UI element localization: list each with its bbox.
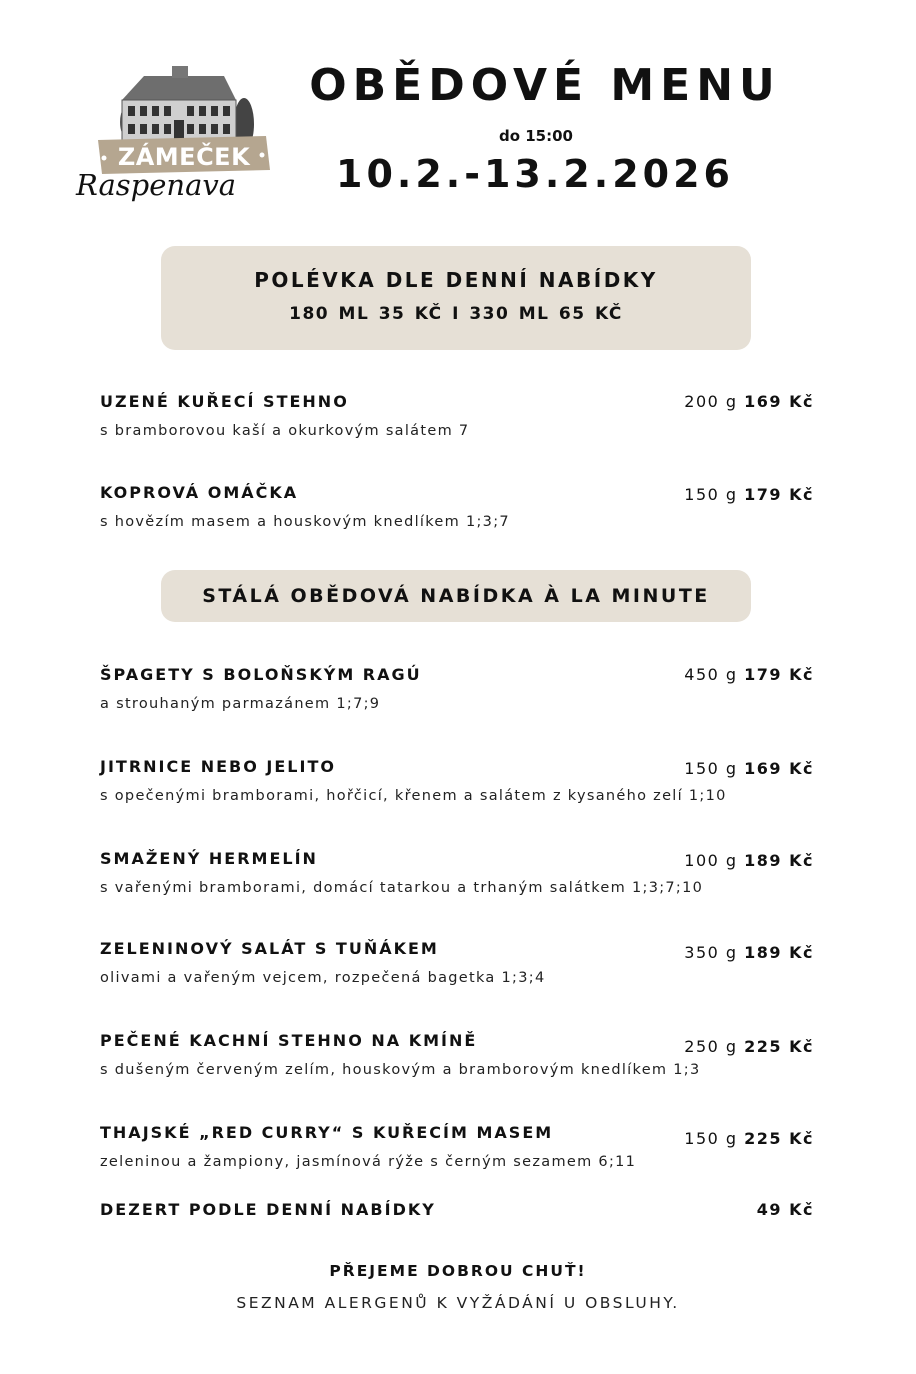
logo-script-text: Raspenava — [76, 168, 237, 202]
soup-section — [161, 246, 751, 350]
item-weight: 150 g — [684, 759, 738, 778]
item-price — [684, 943, 814, 962]
menu-item — [100, 392, 814, 452]
item-price — [757, 1200, 814, 1219]
item-price-value: 189 Kč — [744, 943, 814, 962]
alacarte-title: STÁLÁ OBĚDOVÁ NABÍDKA À LA MINUTE — [202, 585, 710, 607]
item-weight: 150 g — [684, 485, 738, 504]
item-weight: 250 g — [684, 1037, 738, 1056]
item-weight: 150 g — [684, 1129, 738, 1148]
item-price — [684, 1037, 814, 1056]
item-description: olivami a vařeným vejcem, rozpečená bagetka 1;3;4 — [100, 970, 546, 986]
serving-time: do 15:00 — [498, 127, 573, 145]
alacarte-section-header — [161, 570, 751, 622]
item-price — [684, 485, 814, 504]
item-price-value: 49 Kč — [756, 1200, 814, 1219]
restaurant-logo — [74, 62, 274, 212]
item-price — [684, 392, 814, 411]
item-price-value: 225 Kč — [744, 1129, 814, 1148]
item-price — [684, 665, 814, 684]
item-description: s opečenými bramborami, hořčicí, křenem a salátem z kysaného zelí 1;10 — [100, 788, 727, 804]
item-description: s bramborovou kaší a okurkovým salátem 7 — [100, 423, 470, 439]
item-price — [684, 1129, 814, 1148]
menu-dates: 10.2.-13.2.2026 — [336, 152, 734, 196]
item-name: ZELENINOVÝ SALÁT S TUŇÁKEM — [100, 939, 439, 958]
logo-name: ZÁMEČEK — [117, 143, 251, 171]
item-name: DEZERT PODLE DENNÍ NABÍDKY — [100, 1200, 436, 1219]
item-weight: 350 g — [684, 943, 738, 962]
allergen-note: SEZNAM ALERGENŮ K VYŽÁDÁNÍ U OBSLUHY. — [236, 1294, 680, 1312]
item-description: zeleninou a žampiony, jasmínová rýže s černým sezamem 6;11 — [100, 1154, 637, 1170]
item-price-value: 189 Kč — [744, 851, 814, 870]
item-name: THAJSKÉ „RED CURRY“ S KUŘECÍM MASEM — [100, 1123, 554, 1142]
menu-item — [100, 1031, 814, 1091]
item-price-value: 225 Kč — [744, 1037, 814, 1056]
item-price-value: 169 Kč — [744, 392, 814, 411]
item-name: SMAŽENÝ HERMELÍN — [100, 849, 318, 868]
menu-item — [100, 1123, 814, 1183]
menu-item — [100, 757, 814, 817]
menu-item — [100, 665, 814, 725]
item-description: s hovězím masem a houskovým knedlíkem 1;3;7 — [100, 514, 510, 530]
item-name: KOPROVÁ OMÁČKA — [100, 483, 299, 502]
item-price — [684, 759, 814, 778]
soup-title: POLÉVKA DLE DENNÍ NABÍDKY — [254, 268, 658, 292]
item-price — [684, 851, 814, 870]
menu-item — [100, 849, 814, 909]
footer-greeting: PŘEJEME DOBROU CHUŤ! — [329, 1262, 587, 1280]
dessert-item — [100, 1200, 814, 1224]
page-title: OBĚDOVÉ MENU — [309, 60, 781, 111]
item-name: ŠPAGETY S BOLOŇSKÝM RAGÚ — [100, 665, 422, 684]
soup-sizes: 180 ML 35 KČ I 330 ML 65 KČ — [289, 304, 623, 324]
item-name: PEČENÉ KACHNÍ STEHNO NA KMÍNĚ — [100, 1031, 478, 1050]
item-name: JITRNICE NEBO JELITO — [100, 757, 336, 776]
item-weight: 100 g — [684, 851, 738, 870]
item-description: a strouhaným parmazánem 1;7;9 — [100, 696, 381, 712]
item-weight: 450 g — [684, 665, 738, 684]
menu-item — [100, 939, 814, 999]
item-name: UZENÉ KUŘECÍ STEHNO — [100, 392, 349, 411]
item-weight: 200 g — [684, 392, 738, 411]
item-price-value: 179 Kč — [744, 485, 814, 504]
item-description: s dušeným červeným zelím, houskovým a bramborovým knedlíkem 1;3 — [100, 1062, 701, 1078]
menu-item — [100, 483, 814, 543]
item-price-value: 169 Kč — [744, 759, 814, 778]
item-description: s vařenými bramborami, domácí tatarkou a trhaným salátkem 1;3;7;10 — [100, 880, 704, 896]
item-price-value: 179 Kč — [744, 665, 814, 684]
